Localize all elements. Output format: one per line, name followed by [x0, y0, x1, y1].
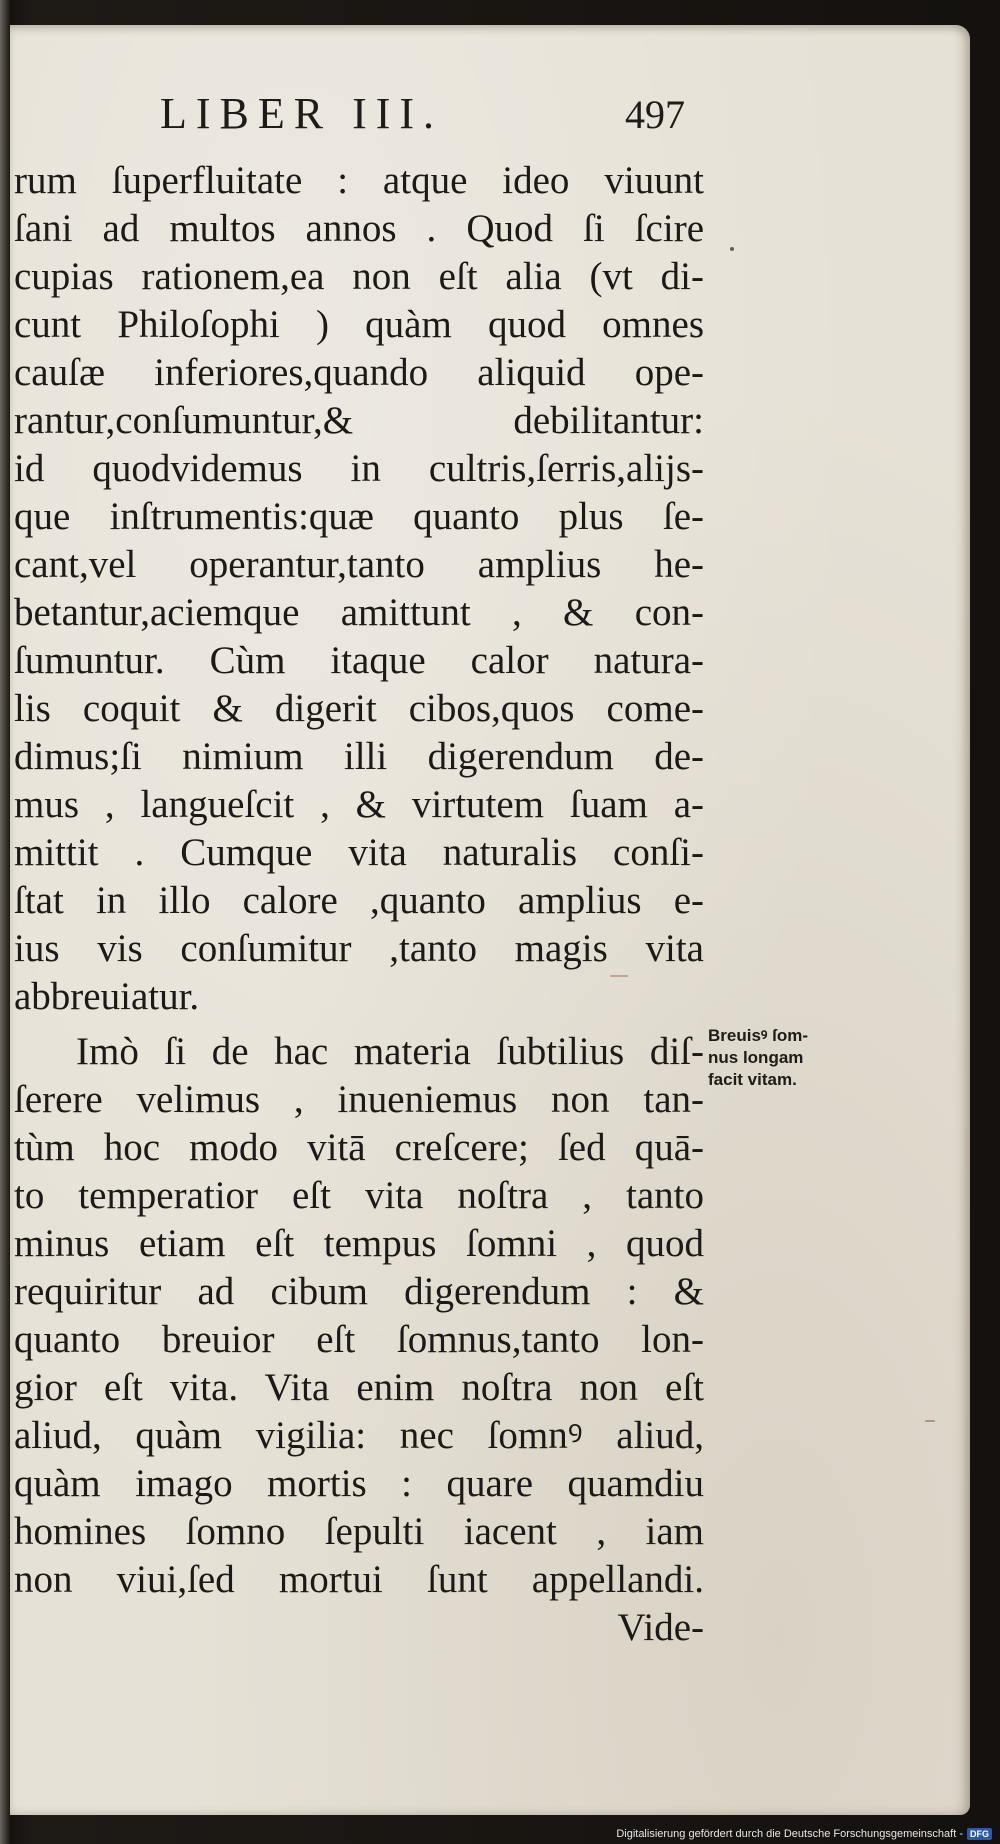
text-line: aliud, quàm vigilia: nec ſomnꝰ aliud,	[14, 1414, 704, 1457]
text-line: id quodvidemus in cultris,ſerris,alijs-	[14, 447, 704, 490]
text-line: quanto breuior eſt ſomnus,tanto lon-	[14, 1318, 704, 1361]
text-line: cunt Philoſophi ) quàm quod omnes	[14, 303, 704, 346]
digitization-credit	[616, 1828, 992, 1840]
text-line: homines ſomno ſepulti iacent , iam	[14, 1510, 704, 1553]
marginal-note-line: Breuisꝰ ſom-	[708, 1026, 809, 1045]
text-line: que inſtrumentis:quæ quanto plus ſe-	[14, 495, 704, 538]
body-text	[14, 157, 704, 1652]
text-line: abbreuiatur.	[14, 975, 200, 1018]
text-line: rum ſuperfluitate : atque ideo viuunt	[14, 159, 704, 202]
text-line: minus etiam eſt tempus ſomni , quod	[14, 1222, 704, 1265]
paper-speck	[730, 247, 734, 251]
text-line: cupias rationem,ea non eſt alia (vt di-	[14, 255, 704, 298]
text-line: quàm imago mortis : quare quamdiu	[14, 1462, 704, 1505]
text-line: betantur,aciemque amittunt , & con-	[14, 591, 704, 634]
text-line: lis coquit & digerit cibos,quos come-	[14, 687, 704, 730]
text-line: cant,vel operantur,tanto amplius he-	[14, 543, 704, 586]
text-line: ſumuntur. Cùm itaque calor natura-	[14, 639, 704, 682]
credit-text: Digitalisierung gefördert durch die Deutsche Forschungsgemeinschaft -	[616, 1828, 963, 1840]
marginal-note-line: facit vitam.	[708, 1070, 797, 1089]
text-line: cauſæ inferiores,quando aliquid ope-	[14, 351, 704, 394]
text-line: mus , langueſcit , & virtutem ſuam a-	[14, 783, 704, 826]
catchword: Vide-	[617, 1606, 704, 1649]
dfg-logo-icon: DFG	[967, 1828, 992, 1840]
marginal-note	[708, 1025, 888, 1091]
running-head: LIBER III.	[160, 89, 444, 138]
text-line: tùm hoc modo vitā creſcere; ſed quā-	[14, 1126, 704, 1169]
text-line: mittit . Cumque vita naturalis conſi-	[14, 831, 704, 874]
text-line: rantur,conſumuntur,& debilitantur:	[14, 399, 704, 442]
text-line: requiritur ad cibum digerendum : &	[14, 1270, 704, 1313]
marginal-note-line: nus longam	[708, 1048, 804, 1067]
text-line: Imò ſi de hac materia ſubtilius diſ-	[76, 1030, 704, 1073]
text-line: non viui,ſed mortui ſunt appellandi.	[14, 1558, 704, 1601]
page-number: 497	[625, 92, 685, 137]
book-spine-edge	[0, 0, 10, 1844]
text-line: dimus;ſi nimium illi digerendum de-	[14, 735, 704, 778]
text-line: gior eſt vita. Vita enim noſtra non eſt	[14, 1366, 704, 1409]
text-line: ſani ad multos annos . Quod ſi ſcire	[14, 207, 704, 250]
paper-stain	[610, 975, 628, 977]
book-page	[10, 25, 970, 1815]
paper-speck	[925, 1420, 935, 1422]
text-line: to temperatior eſt vita noſtra , tanto	[14, 1174, 704, 1217]
text-line: ſtat in illo calore ,quanto amplius e-	[14, 879, 704, 922]
text-line: ſerere velimus , inueniemus non tan-	[14, 1078, 704, 1121]
text-line: ius vis conſumitur ,tanto magis vita	[14, 927, 704, 970]
